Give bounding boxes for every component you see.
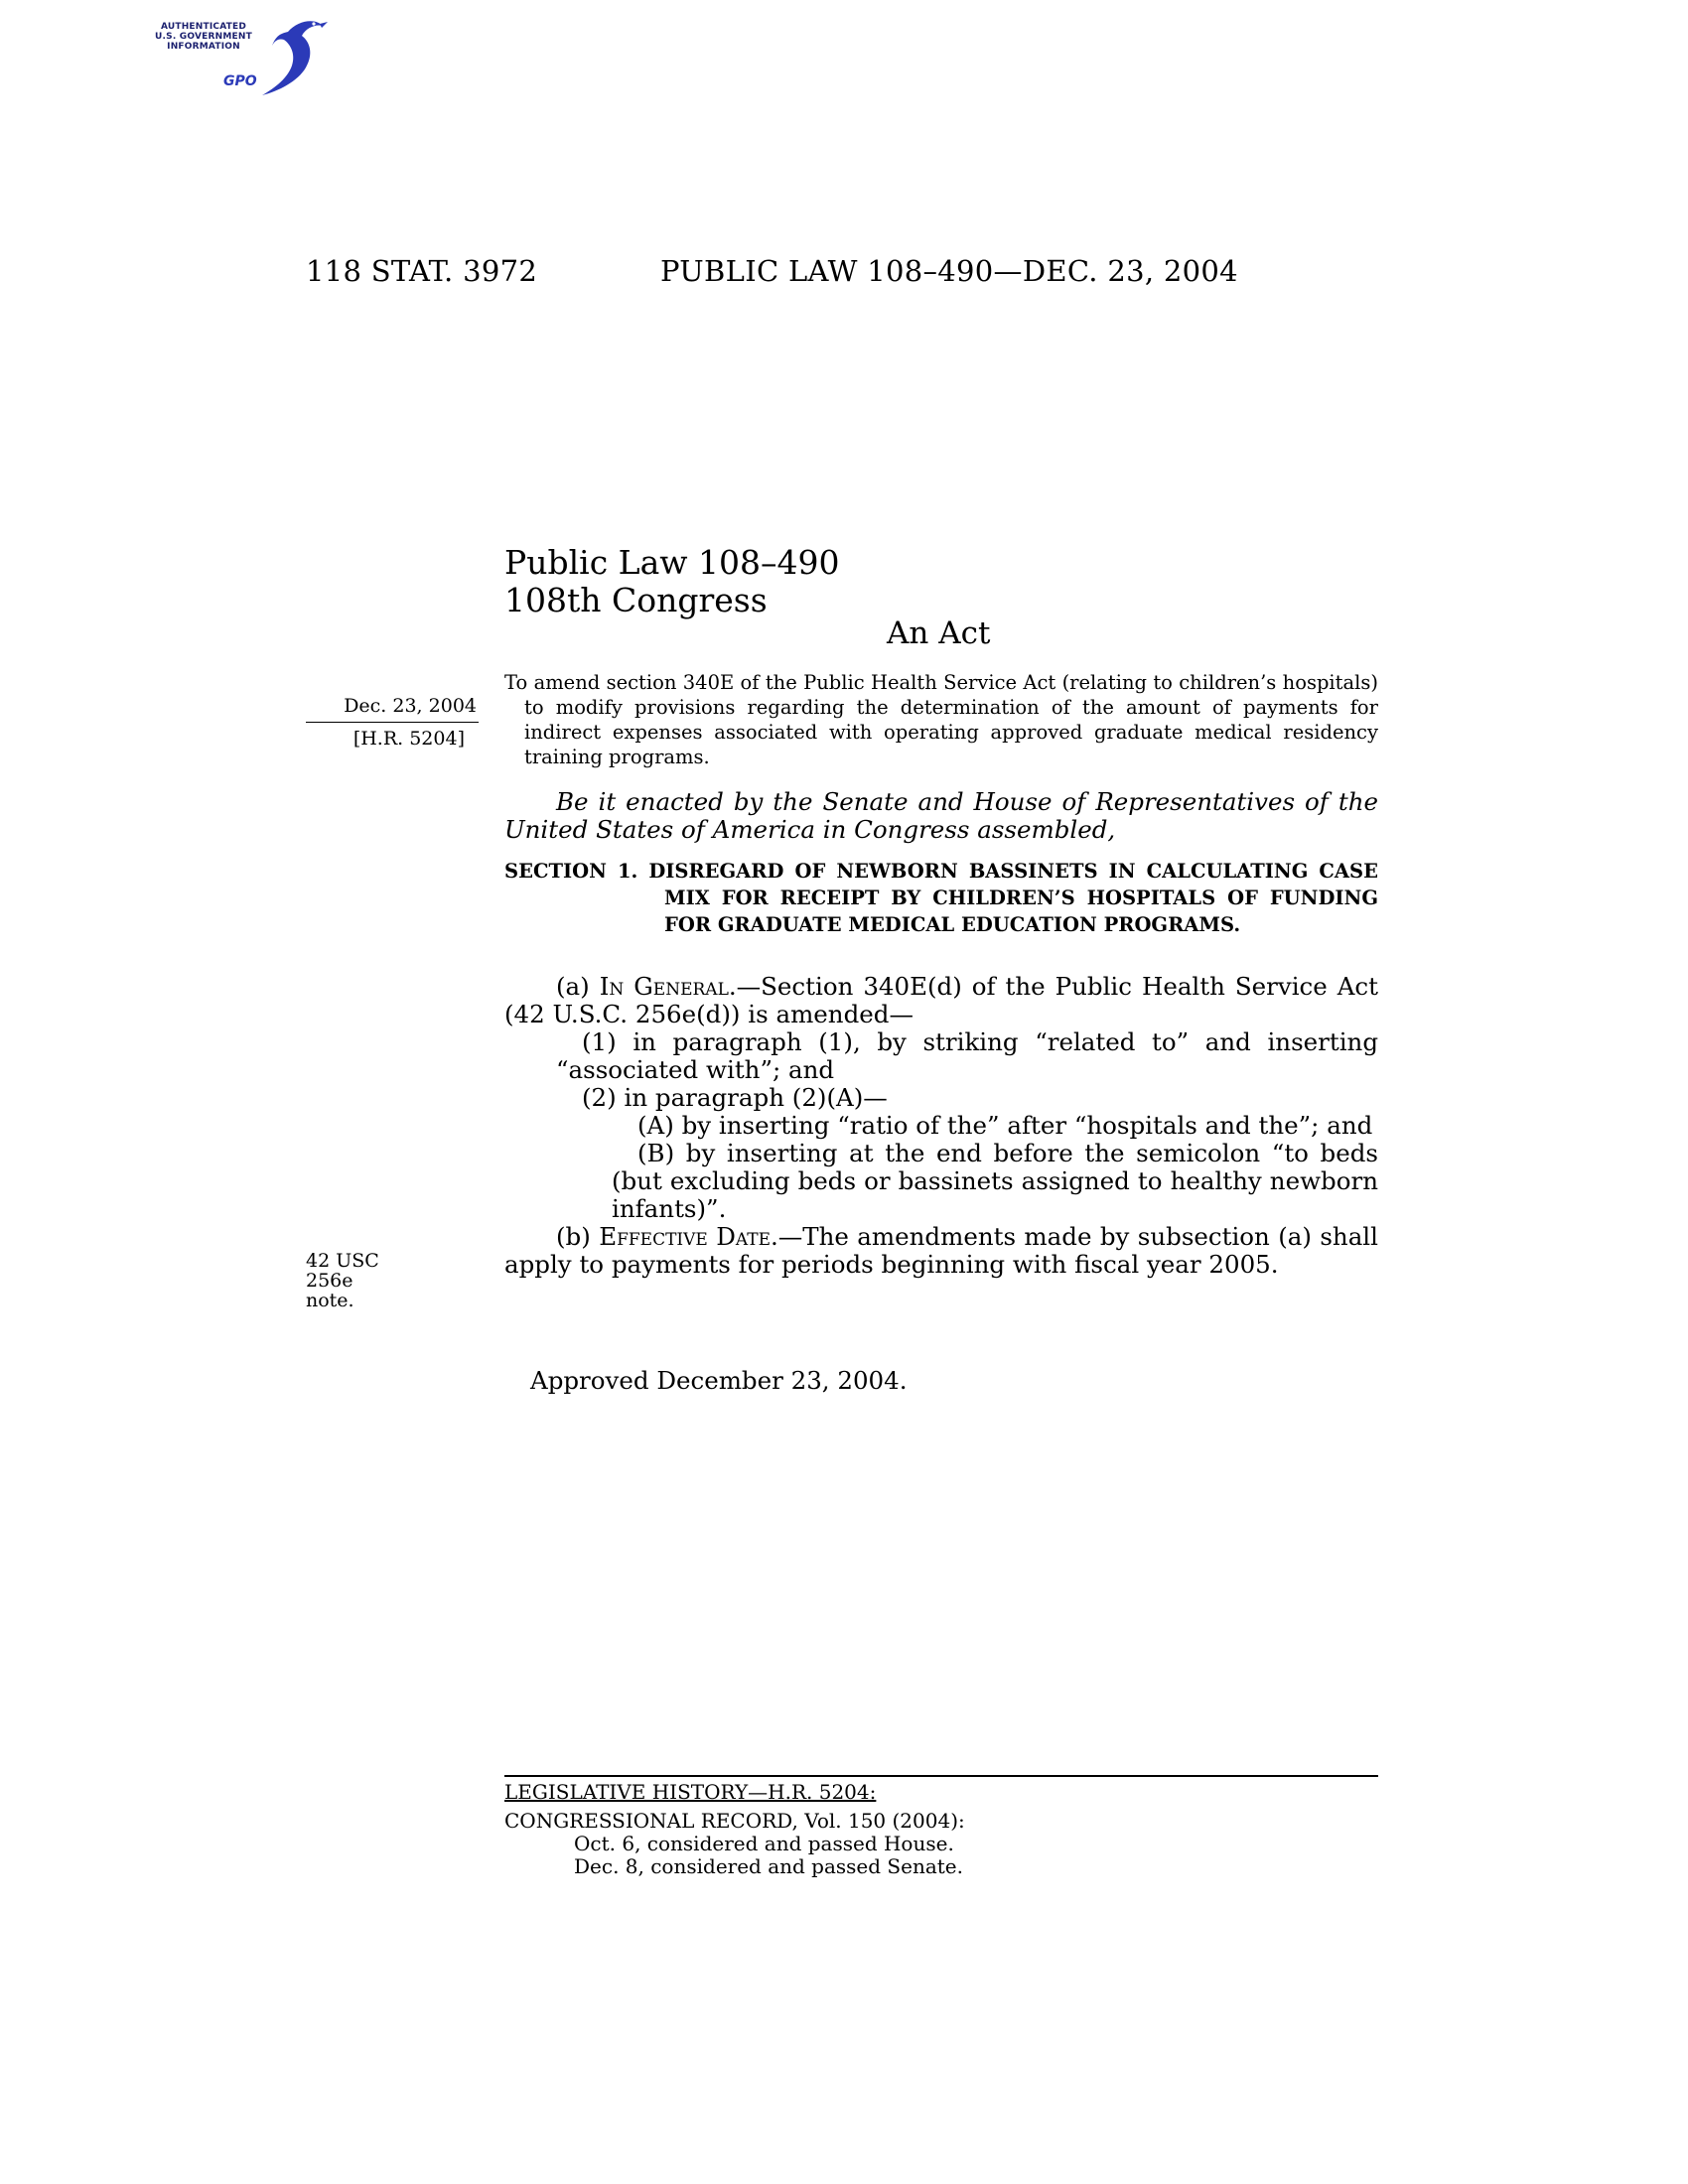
subsection-a-caption: In General <box>599 972 729 1001</box>
legislative-history <box>504 1781 1378 1878</box>
paragraph-1: (1) in paragraph (1), by striking “related to” and inserting “associated with”; and <box>556 1027 1378 1084</box>
subparagraph-b: (B) by inserting at the end before the semicolon “to beds (but excluding beds or bassinets assigned to healthy newborn infants)”. <box>612 1139 1378 1223</box>
legislative-history-rule <box>504 1775 1378 1777</box>
enacting-clause <box>504 788 1378 844</box>
running-head-stat: 118 STAT. 3972 <box>306 254 538 288</box>
congressional-record: CONGRESSIONAL RECORD, Vol. 150 (2004): <box>504 1809 965 1833</box>
subsection-a-text: .—Section 340E(d) of the Public Health Service Act (42 U.S.C. 256e(d)) is amended— <box>504 972 1378 1028</box>
logo-text <box>139 22 268 52</box>
margin-divider <box>306 722 479 723</box>
margin-date: Dec. 23, 2004 <box>344 695 477 717</box>
subsection-b-caption: Effective Date <box>599 1222 771 1251</box>
subparagraph-a: (A) by inserting “ratio of the” after “hospitals and the”; and <box>637 1111 1373 1140</box>
margin-usc-note-line-2: note. <box>306 1290 354 1311</box>
section-body <box>504 973 1378 1279</box>
subsection-b <box>504 1223 1378 1279</box>
logo-line-2: U.S. GOVERNMENT <box>155 32 252 42</box>
margin-usc-note <box>306 1251 425 1310</box>
subsection-a <box>504 973 1378 1028</box>
enacting-clause-text: Be it enacted by the Senate and House of Representatives of the United States of America in Congress assembled, <box>504 787 1378 844</box>
history-item-senate: Dec. 8, considered and passed Senate. <box>574 1854 963 1878</box>
logo-line-1: AUTHENTICATED <box>160 22 247 32</box>
logo-line-3: INFORMATION <box>167 42 240 52</box>
public-law-number: Public Law 108–490 <box>504 543 840 582</box>
legislative-history-heading: LEGISLATIVE HISTORY—H.R. 5204: <box>504 1780 877 1804</box>
section-heading-text: SECTION 1. DISREGARD OF NEWBORN BASSINETS IN CALCULATING CASE MIX FOR RECEIPT BY CHILDREN’S HOSPITALS OF FUNDING FOR GRADUATE MEDICAL EDUCATION PROGRAMS. <box>504 860 1378 936</box>
an-act-heading: An Act <box>887 615 991 651</box>
gpo-authentication-logo <box>139 10 328 99</box>
subsection-b-text: .—The amendments made by subsection (a) shall apply to payments for periods beginning with fiscal year 2005. <box>504 1222 1378 1279</box>
congress-number: 108th Congress <box>504 581 768 619</box>
purpose-text: To amend section 340E of the Public Health Service Act (relating to children’s hospitals) to modify provisions regarding the determination of the amount of payments for indirect expenses associated with operating approved graduate medical residency training programs. <box>504 671 1378 768</box>
margin-usc-note-line-1: 42 USC 256e <box>306 1250 379 1292</box>
paragraph-2: (2) in paragraph (2)(A)— <box>582 1083 888 1112</box>
margin-bill-number: [H.R. 5204] <box>352 728 465 750</box>
section-heading <box>504 858 1378 938</box>
subsection-a-label: (a) <box>556 972 600 1001</box>
approval-date: Approved December 23, 2004. <box>530 1366 908 1395</box>
logo-gpo-mark: GPO <box>223 73 257 89</box>
purpose-statement <box>504 670 1378 769</box>
running-head-law: PUBLIC LAW 108–490—DEC. 23, 2004 <box>660 254 1238 288</box>
subsection-b-label: (b) <box>556 1222 600 1251</box>
history-item-house: Oct. 6, considered and passed House. <box>574 1832 954 1855</box>
law-title-block <box>504 544 839 619</box>
